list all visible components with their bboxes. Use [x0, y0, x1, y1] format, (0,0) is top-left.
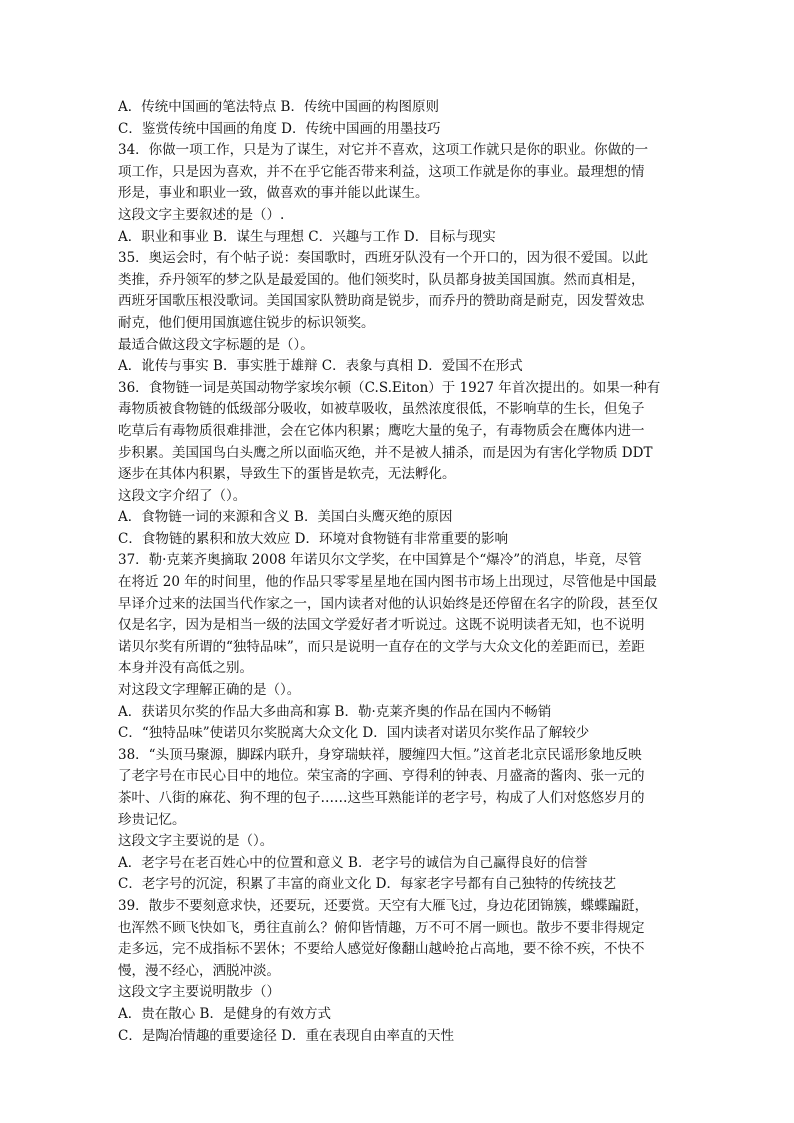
answer-options-38-ab: A．老字号在老百姓心中的位置和意义 B．老字号的诚信为自己赢得良好的信誉 [118, 854, 588, 871]
answer-options-33-cd: C．鉴赏传统中国画的角度 D．传统中国画的用墨技巧 [118, 120, 441, 137]
question-38-text: 38．“头顶马聚源，脚踩内联升，身穿瑞蚨祥，腰缠四大恒。”这首老北京民谣形象地反映 [118, 746, 642, 763]
answer-options-33-ab: A．传统中国画的笔法特点 B．传统中国画的构图原则 [118, 99, 439, 115]
question-37-prompt: 对这段文字理解正确的是（）。 [118, 682, 301, 699]
question-37-text: 早译介过来的法国当代作家之一，国内读者对他的认识始终是还停留在名字的阶段，甚至仅 [118, 595, 658, 612]
question-36-prompt: 这段文字介绍了（）。 [118, 487, 247, 504]
question-36-text: 毒物质被食物链的低级部分吸收，如被草吸收，虽然浓度很低，不影响草的生长，但兔子 [118, 401, 645, 418]
question-36-text: 逐步在其体内积累，导致生下的蛋皆是软壳，无法孵化。 [118, 466, 456, 483]
question-34-text: 项工作，只是因为喜欢，并不在乎它能否带来利益，这项工作就是你的事业。最理想的情 [118, 163, 645, 180]
question-37-text: 在将近 20 年的时间里，他的作品只零零星星地在国内图书市场上出现过，尽管他是中国最 [118, 574, 657, 591]
question-37-text: 仅是名字，因为是相当一级的法国文学爱好者才听说过。这既不说明读者无知，也不说明 [118, 617, 645, 634]
document-page [118, 97, 678, 1047]
question-35-prompt: 最适合做这段文字标题的是（）。 [118, 336, 314, 353]
answer-options-35: A．讹传与事实 B．事实胜于雄辩 C．表象与真相 D．爱国不在形式 [118, 358, 523, 375]
answer-options-36-ab: A．食物链一词的来源和含义 B．美国白头鹰灭绝的原因 [118, 509, 453, 526]
question-39-prompt: 这段文字主要说明散步（） [118, 984, 280, 1001]
question-34-text: 形是，事业和职业一致，做喜欢的事并能以此谋生。 [118, 185, 429, 202]
question-35-text: 西班牙国歌压根没歌词。美国国家队赞助商是锐步，而乔丹的赞助商是耐克，因发誓效忠 [118, 293, 645, 310]
answer-options-39-ab: A．贵在散心 B．是健身的有效方式 [118, 1005, 331, 1022]
question-37-text: 本身并没有高低之别。 [118, 660, 253, 677]
answer-options-37-ab: A．获诺贝尔奖的作品大多曲高和寡 B．勒·克莱齐奥的作品在国内不畅销 [118, 703, 552, 720]
question-38-text: 了老字号在市民心目中的地位。荣宝斋的字画、亨得利的钟表、月盛斋的酱肉、张一元的 [118, 768, 645, 785]
question-38-text: 珍贵记忆。 [118, 811, 186, 828]
question-38-prompt: 这段文字主要说的是（）。 [118, 833, 274, 850]
question-39-text: 39．散步不要刻意求快，还要玩，还要赏。天空有大雁飞过，身边花团锦簇，蝶蝶蹁跹， [118, 897, 649, 914]
answer-options-37-cd: C．“独特品味”使诺贝尔奖脱离大众文化 D．国内读者对诺贝尔奖作品了解较少 [118, 725, 590, 742]
answer-options-34: A．职业和事业 B．谋生与理想 C．兴趣与工作 D．目标与现实 [118, 228, 496, 245]
question-39-text: 走多远，完不成指标不罢休；不要给人感觉好像翻山越岭抢占高地，要不徐不疾，不快不 [118, 941, 645, 958]
question-38-text: 茶叶、八街的麻花、狗不理的包子……这些耳熟能详的老字号，构成了人们对悠悠岁月的 [118, 790, 645, 806]
question-39-text: 也浑然不顾飞快如飞，勇往直前么？俯仰皆情趣，万不可不屑一顾也。散步不要非得规定 [118, 919, 645, 936]
question-35-text: 35．奥运会时，有个帖子说：奏国歌时，西班牙队没有一个开口的，因为很不爱国。以此 [118, 250, 649, 267]
question-39-text: 慢，漫不经心，洒脱冲淡。 [118, 962, 280, 979]
question-36-text: 吃草后有毒物质很难排泄，会在它体内积累；鹰吃大量的兔子，有毒物质会在鹰体内进一 [118, 422, 645, 439]
question-34-prompt: 这段文字主要叙述的是（）. [118, 206, 285, 223]
answer-options-38-cd: C．老字号的沉淀，积累了丰富的商业文化 D．每家老字号都有自己独特的传统技艺 [118, 876, 616, 893]
answer-options-39-cd: C．是陶冶情趣的重要途径 D．重在表现自由率直的天性 [118, 1027, 454, 1044]
question-34-text: 34．你做一项工作，只是为了谋生，对它并不喜欢，这项工作就只是你的职业。你做的一 [118, 142, 649, 159]
question-35-text: 耐克，他们便用国旗遮住锐步的标识领奖。 [118, 314, 375, 331]
question-36-text: 步积累。美国国鸟白头鹰之所以面临灭绝，并不是被人捕杀，而是因为有害化学物质 DDT [118, 444, 653, 461]
question-37-text: 37．勒·克莱齐奥摘取 2008 年诺贝尔文学奖，在中国算是个“爆冷”的消息，毕竟，尽管 [118, 552, 642, 569]
question-36-text: 36．食物链一词是英国动物学家埃尔顿（C.S.Eiton）于 1927 年首次提出的。如果一种有 [118, 379, 661, 396]
answer-options-36-cd: C．食物链的累积和放大效应 D．环境对食物链有非常重要的影响 [118, 530, 508, 547]
question-37-text: 诺贝尔奖有所谓的“独特品味”，而只是说明一直存在的文学与大众文化的差距而已，差距 [118, 638, 645, 655]
question-35-text: 类推，乔丹领军的梦之队是最爱国的。他们领奖时，队员都身披美国国旗。然而真相是， [118, 271, 645, 288]
